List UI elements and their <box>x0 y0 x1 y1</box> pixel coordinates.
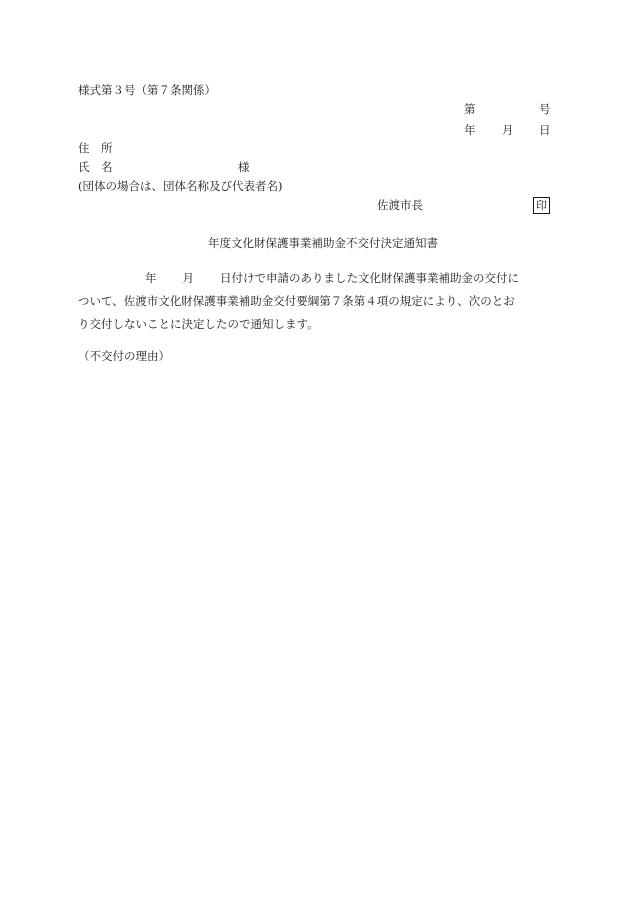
body-paragraph <box>78 273 553 342</box>
date-year: 年 <box>464 123 476 137</box>
form-number: 様式第３号（第７条関係） <box>78 83 216 97</box>
seal-box: 印 <box>533 197 550 214</box>
address-label: 住 所 <box>78 141 113 155</box>
body-line-2: ついて、佐渡市文化財保護事業補助金交付要綱第７条第４項の規定により、次のとお <box>78 294 515 308</box>
date-day: 日 <box>539 123 551 137</box>
body-year: 年 <box>145 271 157 285</box>
doc-number-suffix: 号 <box>539 102 551 116</box>
body-month: 月 <box>182 271 194 285</box>
body-line-3: り交付しないことに決定したので通知します。 <box>78 317 319 331</box>
reason-label: （不交付の理由） <box>78 349 170 363</box>
sender-title: 佐渡市長 <box>377 198 423 212</box>
date-month: 月 <box>502 123 514 137</box>
body-line-1-text: 日付けで申請のありました文化財保護事業補助金の交付に <box>220 271 519 285</box>
name-label: 氏 名 <box>78 160 113 174</box>
doc-number-prefix: 第 <box>464 102 476 116</box>
doc-title: 年度文化財保護事業補助金不交付決定通知書 <box>208 236 438 250</box>
body-line-1 <box>78 273 553 296</box>
group-note: (団体の場合は、団体名称及び代表者名) <box>78 179 283 193</box>
honorific: 様 <box>238 160 250 174</box>
